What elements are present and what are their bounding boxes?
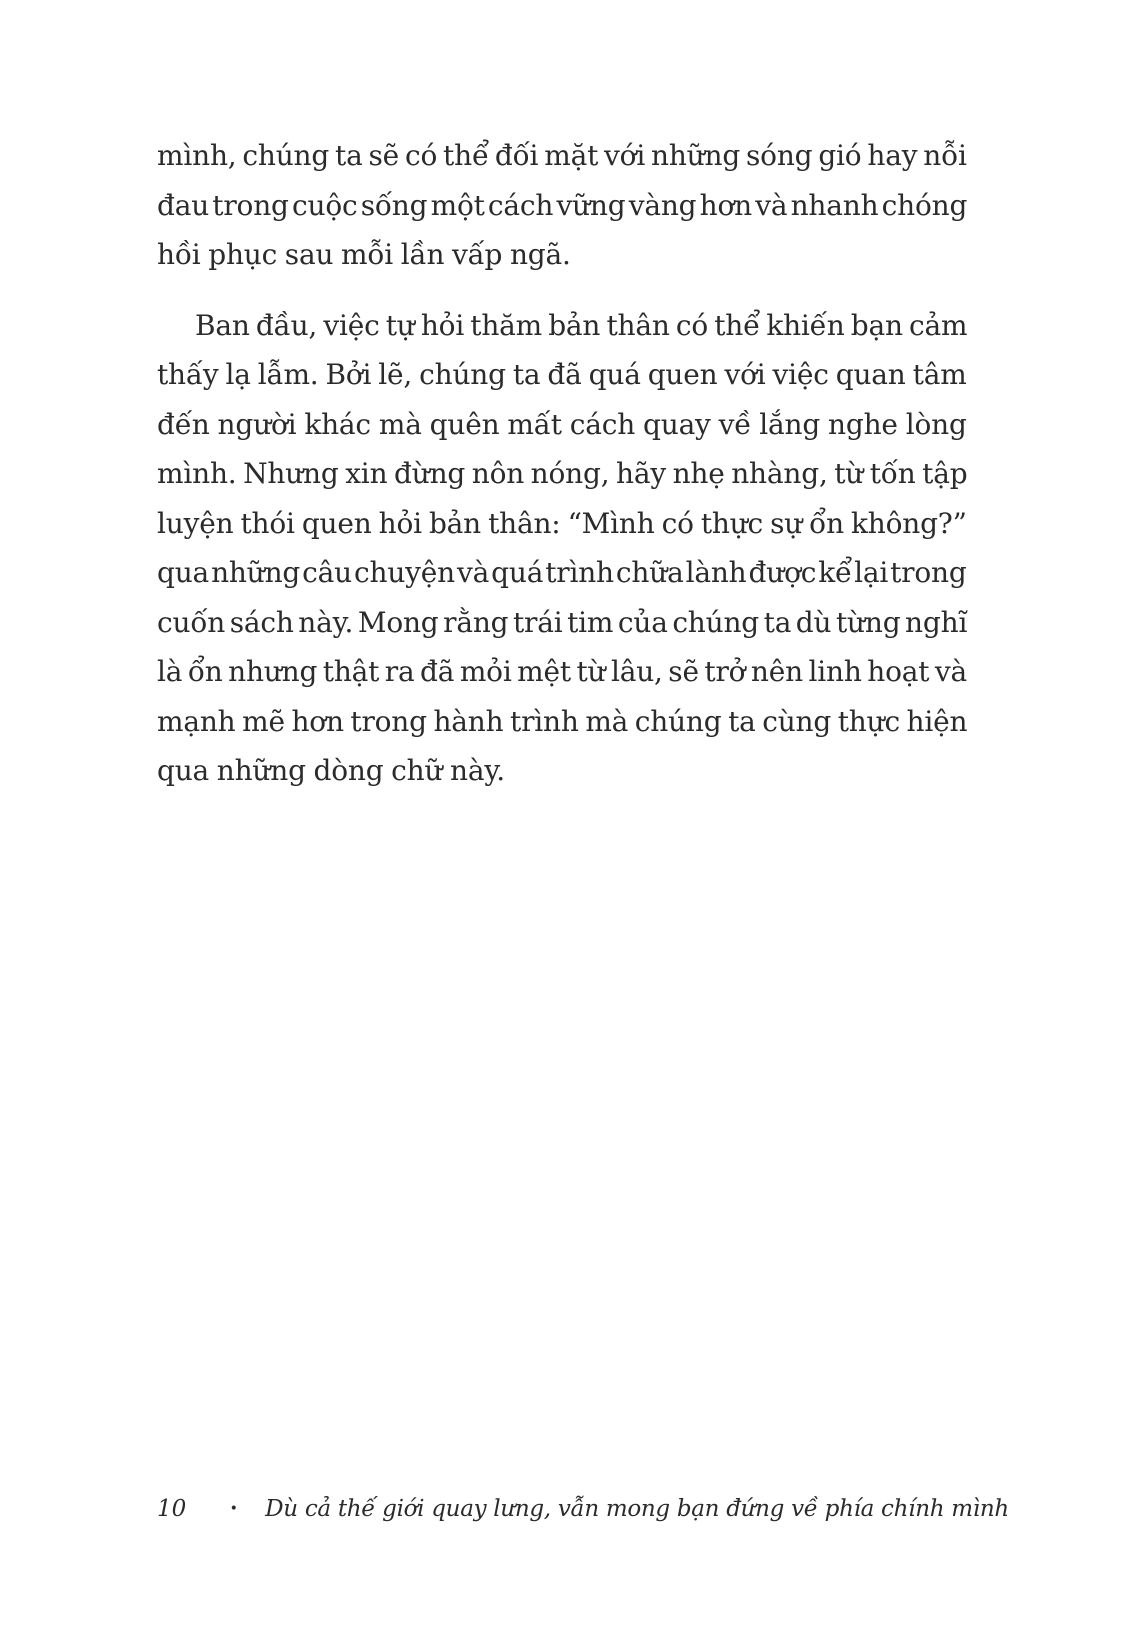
paragraph-2-line-8: là ổn nhưng thật ra đã mỏi mệt từ lâu, sẽ trở nên linh hoạt và [157,655,967,688]
paragraph-2-line-10: qua những dòng chữ này. [157,754,505,787]
body-text [157,131,967,796]
paragraph-1-line-3: hồi phục sau mỗi lần vấp ngã. [157,238,571,271]
paragraph-2-line-6: qua những câu chuyện và quá trình chữa lành được kể lại trong [157,556,967,589]
footer-bullet: • [229,1501,238,1517]
paragraph-1-line-2: đau trong cuộc sống một cách vững vàng hơn và nhanh chóng [157,188,968,222]
paragraph-2-line-3: đến người khác mà quên mất cách quay về lắng nghe lòng [157,407,967,441]
running-title: Dù cả thế giới quay lưng, vẫn mong bạn đứng về phía chính mình [265,1496,1009,1522]
paragraph-2-line-4: mình. Nhưng xin đừng nôn nóng, hãy nhẹ nhàng, từ tốn tập [157,457,968,490]
paragraph-gap [157,280,967,301]
paragraph-1-line-1: mình, chúng ta sẽ có thể đối mặt với những sóng gió hay nỗi [157,139,967,172]
paragraph-2-line-2: thấy lạ lẫm. Bởi lẽ, chúng ta đã quá quen với việc quan tâm [157,358,967,391]
page-footer [157,1496,1009,1522]
paragraph-2-line-9: mạnh mẽ hơn trong hành trình mà chúng ta cùng thực hiện [157,704,968,738]
paragraph-2-line-5: luyện thói quen hỏi bản thân: “Mình có thực sự ổn không?” [157,506,967,540]
paragraph-2-line-7: cuốn sách này. Mong rằng trái tim của chúng ta dù từng nghĩ [157,605,968,639]
page-number: 10 [157,1496,187,1522]
paragraph-2-line-1: Ban đầu, việc tự hỏi thăm bản thân có thể khiến bạn cảm [195,308,968,342]
